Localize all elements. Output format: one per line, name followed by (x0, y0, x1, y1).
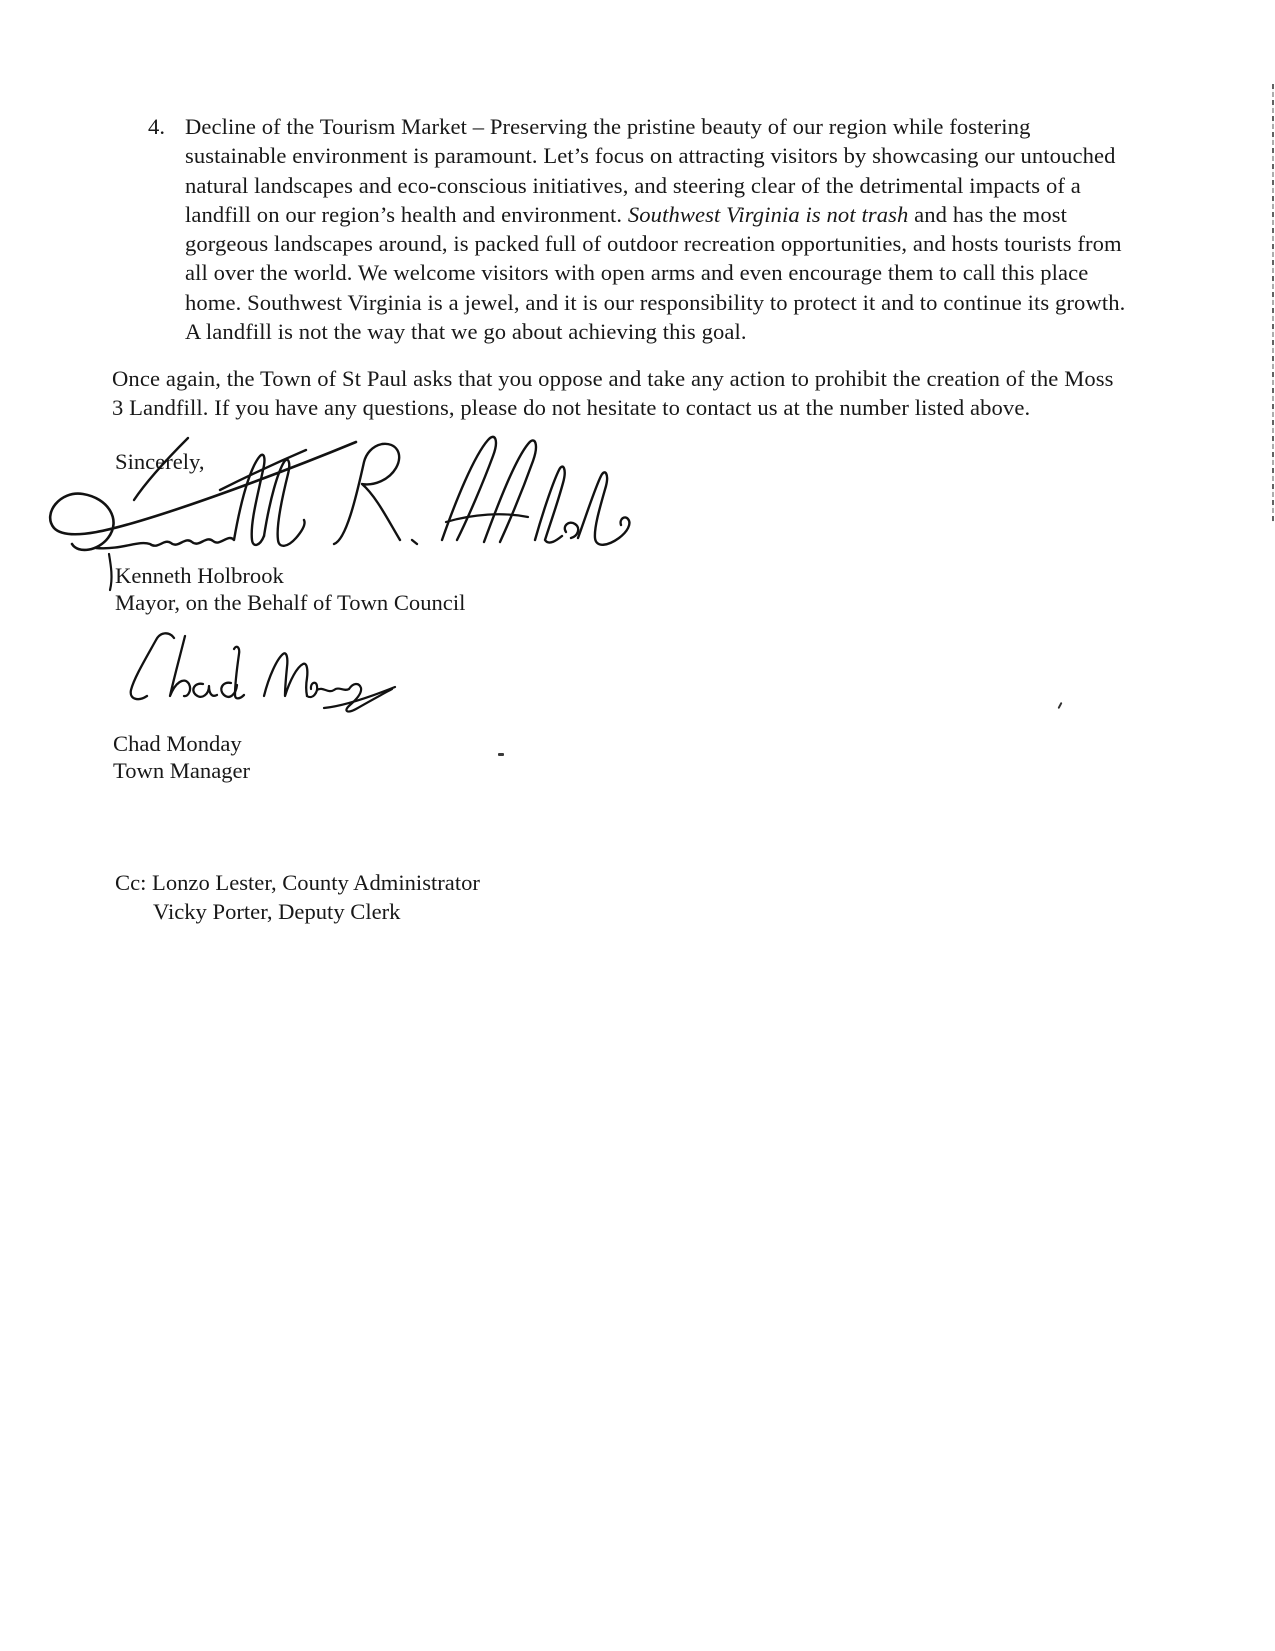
text-line: home. Southwest Virginia is a jewel, and it is our responsibility to protect it and to continue its growth. (185, 289, 1126, 315)
closing-paragraph (112, 364, 1114, 423)
signer-name-chad: Chad Monday (113, 731, 242, 756)
item-paragraph (185, 112, 1125, 346)
signer-title-kenneth: Mayor, on the Behalf of Town Council (115, 590, 466, 615)
cc-block (115, 869, 480, 926)
text-line: A landfill is not the way that we go about achieving this goal. (185, 319, 747, 345)
text-line: natural landscapes and eco-conscious initiatives, and steering clear of the detrimental impacts of a (185, 172, 1081, 198)
signer-title-chad: Town Manager (113, 758, 251, 783)
text-line: all over the world. We welcome visitors with open arms and even encourage them to call this place (185, 260, 1089, 286)
valediction: Sincerely, (115, 449, 205, 474)
text-line: gorgeous landscapes around, is packed full of outdoor recreation opportunities, and hosts tourists from (185, 231, 1122, 257)
numbered-item-4 (148, 112, 1125, 346)
text-line: Once again, the Town of St Paul asks that you oppose and take any action to prohibit the creation of the Moss (112, 366, 1114, 391)
cc-entry-2: Vicky Porter, Deputy Clerk (153, 898, 401, 924)
signer-name-kenneth: Kenneth Holbrook (115, 563, 284, 588)
item-number: 4. (148, 114, 166, 139)
text-line: Decline of the Tourism Market – Preserving the pristine beauty of our region while fostering (185, 114, 1031, 139)
cc-entry-1: Cc: Lonzo Lester, County Administrator (115, 870, 480, 895)
text-line: sustainable environment is paramount. Let’s focus on attracting visitors by showcasing our untouched (185, 143, 1116, 169)
scan-artifact-tick (1057, 702, 1062, 709)
text-line: landfill on our region’s health and environment. Southwest Virginia is not trash and has the most (185, 201, 1067, 227)
text-line: 3 Landfill. If you have any questions, please do not hesitate to contact us at the number listed above. (112, 395, 1031, 421)
chad-monday-signature (118, 626, 408, 718)
scan-artifact-vertical-line (1272, 84, 1274, 522)
scan-artifact-dash (498, 753, 504, 756)
